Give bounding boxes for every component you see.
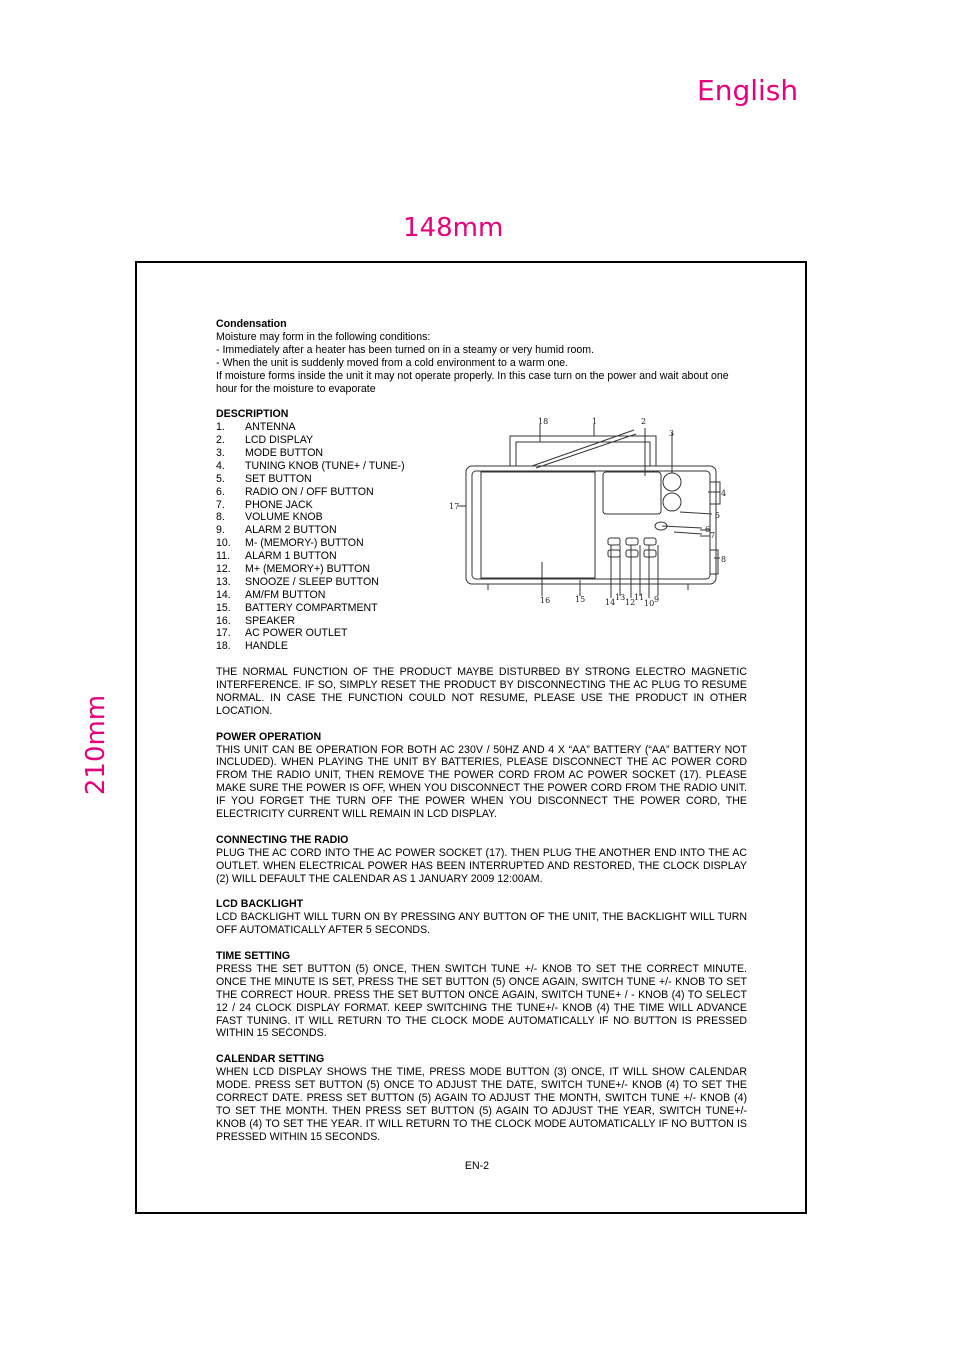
diagram-label: 15 xyxy=(575,595,586,604)
diagram-label: 12 xyxy=(625,598,636,607)
backlight-title: LCD BACKLIGHT xyxy=(216,898,304,911)
calendar-setting-text: WHEN LCD DISPLAY SHOWS THE TIME, PRESS MODE BUTTON (3) ONCE, IT WILL SHOW CALENDAR MODE. PRESS SET BUTTON (5) ONCE TO ADJUST THE DATE, SWITCH TUNE+/- KNOB (4) TO SET THE CORRECT DATE. PRESS SET BUTTON (5) AGAIN TO ADJUST THE MONTH, SWITCH TUNE +/- KNOB (4) TO SET THE MONTH. THEN PRESS SET BUTTON (5) AGAIN TO ADJUST THE YEAR, SWITCH TUNE+/- KNOB (4) TO SET THE YEAR. IT WILL RETURN TO THE CLOCK MODE AUTOMATICALLY IF NO BUTTON IS PRESSED WITHIN 15 SECONDS. xyxy=(216,1066,747,1143)
list-item: 18. HANDLE xyxy=(216,640,288,653)
list-item: 15. BATTERY COMPARTMENT xyxy=(216,601,378,614)
connecting-text: PLUG THE AC CORD INTO THE AC POWER SOCKET (17). THEN PLUG THE ANOTHER END INTO THE AC OUTLET. WHEN ELECTRICAL POWER HAS BEEN INTERRUPTED AND RESTORED, THE CLOCK DISPLAY (2) WILL DEFAULT THE CALENDAR AS 1 JANUARY 2009 12:00AM. xyxy=(216,846,747,885)
condensation-line: Moisture may form in the following conditions: xyxy=(216,330,431,343)
list-item: 14. AM/FM BUTTON xyxy=(216,588,326,601)
list-item: 3. MODE BUTTON xyxy=(216,447,324,460)
list-item: 2. LCD DISPLAY xyxy=(216,434,314,447)
diagram-label: 17 xyxy=(449,502,460,511)
diagram-label: 3 xyxy=(669,429,675,438)
list-item: 4. TUNING KNOB (TUNE+ / TUNE-) xyxy=(216,459,405,472)
list-item: 9. ALARM 2 BUTTON xyxy=(216,524,337,537)
page-height-label: 210mm xyxy=(81,694,112,796)
condensation-line: If moisture forms inside the unit it may not operate properly. In this case turn on the power and wait about one hour for the moisture to evaporate xyxy=(216,369,729,395)
list-item: 16. SPEAKER xyxy=(216,614,296,627)
connecting-title: CONNECTING THE RADIO xyxy=(216,833,349,846)
description-title: DESCRIPTION xyxy=(216,408,289,421)
list-item: 7. PHONE JACK xyxy=(216,498,313,511)
list-item: 17. AC POWER OUTLET xyxy=(216,627,348,640)
condensation-line: - When the unit is suddenly moved from a cold environment to a warm one. xyxy=(216,356,569,369)
power-operation-title: POWER OPERATION xyxy=(216,730,322,743)
time-setting-text: PRESS THE SET BUTTON (5) ONCE, THEN SWITCH TUNE +/- KNOB TO SET THE CORRECT MINUTE. ONCE THE MINUTE IS SET, PRESS THE SET BUTTON (5) ONCE AGAIN, SWITCH TUNE +/- KNOB TO SET THE CORRECT HOUR. PRESS THE SET BUTTON ONCE AGAIN, SWITCH TUNE+ / - KNOB (4) TO SELECT 12 / 24 CLOCK DISPLAY FORMAT. KEEP SWITCHING THE TUNE+/- KNOB (4) THE TIME WILL ADVANCE FAST TUNING. IT WILL RETURN TO THE CLOCK MODE AUTOMATICALLY IF NO BUTTON IS PRESSED WITHIN 15 SECONDS. xyxy=(216,962,747,1040)
condensation-line: - Immediately after a heater has been turned on in a steamy or very humid room. xyxy=(216,343,595,356)
diagram-label: 1 xyxy=(592,417,598,426)
diagram-label: 4 xyxy=(721,489,727,498)
radio-illustration xyxy=(448,414,730,610)
condensation-title: Condensation xyxy=(216,318,287,330)
page-width-label: 148mm xyxy=(403,213,504,243)
page-number: EN-2 xyxy=(464,1160,490,1172)
list-item: 1. ANTENNA xyxy=(216,421,296,434)
diagram-label: 16 xyxy=(540,596,551,605)
diagram-label: 18 xyxy=(538,417,549,426)
list-item: 12. M+ (MEMORY+) BUTTON xyxy=(216,563,370,576)
power-operation-text: THIS UNIT CAN BE OPERATION FOR BOTH AC 230V / 50HZ AND 4 X “AA” BATTERY (“AA” BATTERY NOT INCLUDED). WHEN PLAYING THE UNIT BY BATTERIES, PLEASE DISCONNECT THE AC POWER CORD FROM THE RADIO UNIT, THEN REMOVE THE POWER CORD FROM AC POWER SOCKET (17). PLEASE MAKE SURE THE POWER IS OFF, WHEN YOU DISCONNECT THE POWER CORD FROM THE RADIO UNIT. IF YOU FORGET THE TURN OFF THE POWER WHEN YOU DISCONNECT THE POWER CORD, THE ELECTRICITY CURRENT WILL REMAIN IN LCD DISPLAY. xyxy=(216,743,747,821)
list-item: 10. M- (MEMORY-) BUTTON xyxy=(216,537,364,550)
list-item: 5. SET BUTTON xyxy=(216,472,312,485)
interference-paragraph: THE NORMAL FUNCTION OF THE PRODUCT MAYBE DISTURBED BY STRONG ELECTRO MAGNETIC INTERFERENCE. IF SO, SIMPLY RESET THE PRODUCT BY DISCONNECTING THE AC PLUG TO RESUME NORMAL. IN CASE THE FUNCTION COULD NOT RESUME, PLEASE USE THE PRODUCT IN OTHER LOCATION. xyxy=(216,666,747,717)
diagram-label: 6 xyxy=(705,525,711,534)
time-setting-title: TIME SETTING xyxy=(216,950,291,963)
diagram-label: 11 xyxy=(634,593,645,602)
language-heading: English xyxy=(697,74,799,107)
diagram-label: 13 xyxy=(615,593,626,602)
diagram-label: 7 xyxy=(710,531,716,540)
diagram-label: 10 xyxy=(644,599,655,608)
list-item: 6. RADIO ON / OFF BUTTON xyxy=(216,485,374,498)
diagram-label: 5 xyxy=(715,511,721,520)
list-item: 13. SNOOZE / SLEEP BUTTON xyxy=(216,575,379,588)
diagram-label: 2 xyxy=(641,417,647,426)
radio-diagram xyxy=(448,414,730,610)
diagram-label: 14 xyxy=(605,598,616,607)
list-item: 11. ALARM 1 BUTTON xyxy=(216,550,337,563)
list-item: 8. VOLUME KNOB xyxy=(216,511,323,524)
diagram-label: 9 xyxy=(654,595,660,604)
calendar-setting-title: CALENDAR SETTING xyxy=(216,1053,325,1066)
backlight-text: LCD BACKLIGHT WILL TURN ON BY PRESSING ANY BUTTON OF THE UNIT, THE BACKLIGHT WILL TURN OFF AUTOMATICALLY AFTER 5 SECONDS. xyxy=(216,911,747,937)
diagram-label: 8 xyxy=(721,555,727,564)
